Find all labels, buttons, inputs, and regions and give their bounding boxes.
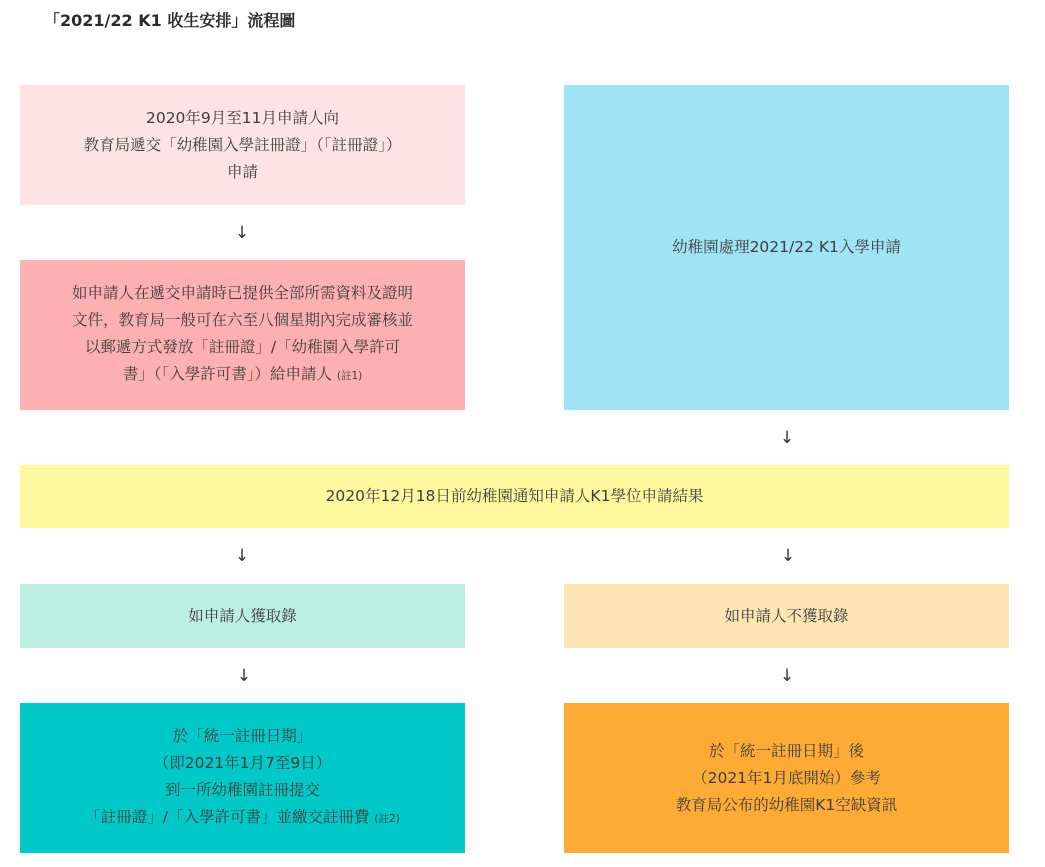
box-register-line-4-text: 「註冊證」/「入學許可書」並繳交註冊費 [85, 808, 370, 826]
box-admission-result [20, 465, 1009, 528]
box-kindergarten-processing-text: 幼稚園處理2021/22 K1入學申請 [672, 238, 901, 256]
note-1-label: (註1) [336, 370, 363, 382]
box-apply-line-3: 申請 [226, 162, 258, 181]
box-admission-result-text: 2020年12月18日前幼稚園通知申請人K1學位申請結果 [325, 487, 704, 505]
arrow-down-icon: ↓ [779, 428, 795, 448]
arrow-down-icon: ↓ [234, 546, 250, 566]
page-title: 「2021/22 K1 收生安排」流程圖 [44, 11, 296, 30]
box-issue-line-4 [72, 361, 413, 390]
box-vacancy-line-2: （2021年1月底開始）參考 [692, 768, 881, 787]
box-issue-line-1: 如申請人在遞交申請時已提供全部所需資料及證明 [71, 284, 413, 302]
arrow-down-icon: ↓ [780, 546, 796, 566]
box-admitted-text: 如申請人獲取錄 [188, 606, 297, 625]
box-register-line-2: （即2021年1月7至9日） [153, 754, 332, 772]
box-register-at-kindergarten [20, 703, 465, 853]
box-vacancy-information [564, 703, 1009, 853]
box-apply-line-2: 教育局遞交「幼稚園入學註冊證」（「註冊證」） [83, 135, 402, 154]
box-not-admitted-text: 如申請人不獲取錄 [724, 606, 849, 625]
box-issue-certificate [20, 260, 465, 410]
box-issue-line-4-text: 書」（「入學許可書」）給申請人 [122, 365, 332, 383]
note-2-label: (註2) [374, 813, 400, 825]
box-register-line-4 [85, 804, 400, 833]
box-kindergarten-processing [564, 85, 1009, 410]
box-register-line-3: 到一所幼稚園註冊提交 [164, 781, 320, 799]
box-admitted [20, 584, 465, 648]
arrow-down-icon: ↓ [779, 666, 795, 686]
box-issue-line-2: 文件，教育局一般可在六至八個星期內完成審核並 [71, 311, 413, 329]
box-vacancy-line-3: 教育局公布的幼稚園K1空缺資訊 [675, 795, 898, 814]
box-not-admitted [564, 584, 1009, 648]
box-vacancy-line-1: 於「統一註冊日期」後 [708, 741, 864, 760]
box-apply-line-1: 2020年9月至11月申請人向 [145, 108, 340, 127]
arrow-down-icon: ↓ [236, 666, 252, 686]
arrow-down-icon: ↓ [234, 223, 250, 243]
box-register-line-1: 於「統一註冊日期」 [172, 727, 313, 745]
box-apply-registration-certificate [20, 85, 465, 205]
box-issue-line-3: 以郵遞方式發放「註冊證」/「幼稚園入學許可 [84, 338, 401, 356]
